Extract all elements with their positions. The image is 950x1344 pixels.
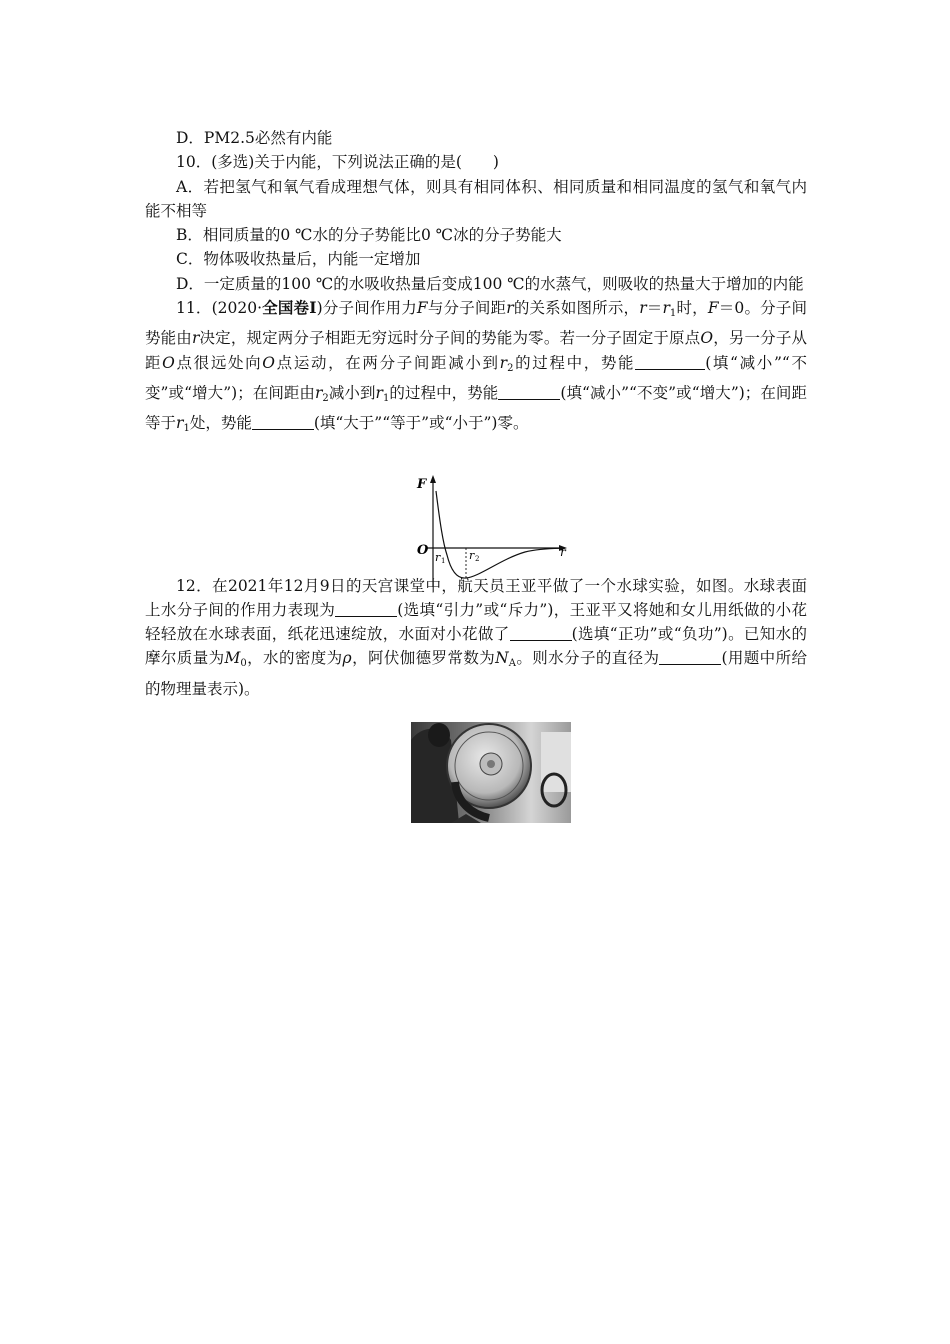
force-curve — [436, 491, 560, 578]
q12-t4: ，水的密度为 — [246, 649, 343, 668]
var-r: r — [499, 353, 508, 372]
var-r: r — [506, 299, 514, 318]
q12-t7: (用题中所给的物理量表示)。 — [145, 649, 807, 698]
q12-t3: (选填“正功”或“负功”)。已知水的摩尔质量为 — [145, 625, 807, 668]
var-r: r — [375, 383, 383, 402]
sub-A: A — [508, 658, 516, 670]
q11-number: 11． — [176, 299, 212, 318]
var-O: O — [162, 353, 175, 372]
q12-text — [145, 574, 807, 701]
q10-option-a: A．若把氢气和氧气看成理想气体，则具有相同体积、相同质量和相同温度的氢气和氧气内能不相等 — [145, 177, 807, 220]
sub-2: 2 — [507, 362, 514, 374]
q9-option-d: D．PM2.5必然有内能 — [176, 129, 333, 147]
o-label: O — [417, 543, 429, 558]
var-F: F — [707, 299, 719, 318]
q10-option-d: D．一定质量的100 ℃的水吸收热量后变成100 ℃的水蒸气，则吸收的热量大于增加的内能 — [176, 274, 804, 293]
f-label: F — [417, 477, 427, 492]
q11-t8: 点很远处向 — [174, 353, 263, 372]
q11-t7: ，另一分子从距 — [145, 329, 807, 372]
var-M: M — [224, 649, 241, 668]
q11-t11: (填“减小”“不变”或“增大”)；在间距由 — [145, 353, 807, 402]
q10-stem: 10．(多选)关于内能，下列说法正确的是( ) — [176, 153, 499, 172]
q11-t3: 的关系如图所示， — [513, 299, 640, 318]
flower-center — [487, 760, 495, 768]
answer-blank-1[interactable] — [635, 355, 697, 370]
q12-t2: (选填“引力”或“斥力”)，王亚平又将她和女儿用纸做的小花轻轻放在水球表面，纸花迅速绽放，水面对小花做了 — [145, 600, 807, 644]
var-r: r — [662, 299, 670, 318]
var-rho: ρ — [342, 649, 352, 668]
q12-t6: 。则水分子的直径为 — [515, 649, 660, 668]
var-O: O — [262, 353, 276, 372]
answer-blank-3[interactable] — [252, 415, 314, 430]
q11-t10: 的过程中，势能 — [513, 353, 636, 372]
var-O: O — [700, 329, 714, 348]
sub-1: 1 — [669, 308, 677, 320]
r1-label: r — [435, 551, 441, 564]
q12-t5: ，阿伏伽德罗常数为 — [351, 649, 496, 668]
q11-t1: 分子间作用力 — [322, 299, 417, 318]
var-r: r — [176, 414, 184, 433]
q11-eq: ＝ — [646, 299, 663, 318]
r2-sub: 2 — [475, 555, 480, 563]
q11-t5: ＝0。分子间势能由 — [145, 299, 807, 348]
astronaut-head — [428, 723, 450, 747]
answer-blank-4[interactable] — [335, 602, 397, 617]
r2-label: r — [469, 549, 475, 562]
var-N: N — [495, 649, 509, 668]
q11-text — [145, 296, 807, 441]
q11-t15: 处，势能 — [189, 414, 252, 433]
equipment-panel — [541, 732, 571, 792]
q10-option-b: B．相同质量的0 ℃水的分子势能比0 ℃冰的分子势能大 — [176, 226, 562, 245]
f-axis-arrow — [430, 475, 436, 483]
force-distance-graph — [413, 473, 573, 591]
sub-2: 2 — [322, 392, 329, 404]
q11-t9: 点运动，在两分子间距减小到 — [275, 353, 500, 372]
var-r: r — [191, 329, 200, 348]
q11-t12: 减小到 — [328, 383, 376, 402]
q12-t1: 12．在2021年12月9日的天宫课堂中，航天员王亚平做了一个水球实验，如图。水球表面上水分子间的作用力表现为 — [145, 576, 807, 619]
r-label: r — [560, 545, 566, 559]
var-F: F — [416, 299, 428, 318]
sub-1: 1 — [382, 392, 390, 404]
q11-source: 全国卷Ⅰ — [262, 298, 317, 318]
q11-t14: (填“减小”“不变”或“增大”)；在间距等于 — [145, 383, 807, 433]
var-r: r — [315, 383, 323, 402]
q11-t2: 与分子间距 — [427, 299, 507, 318]
q11-t4: 时， — [676, 299, 708, 318]
r1-sub: 1 — [441, 557, 446, 565]
water-ball-photo — [411, 722, 571, 823]
q11-source-close: ) — [316, 299, 323, 318]
q11-t6: 决定，规定两分子相距无穷远时分子间的势能为零。若一分子固定于原点 — [199, 329, 701, 348]
answer-blank-5[interactable] — [510, 626, 572, 641]
sub-1: 1 — [183, 423, 190, 435]
answer-blank-2[interactable] — [498, 385, 560, 400]
q10-option-c: C．物体吸收热量后，内能一定增加 — [176, 250, 421, 269]
sub-0: 0 — [240, 658, 247, 670]
answer-blank-1-tail — [697, 355, 705, 370]
q11-source-open: (2020· — [211, 299, 262, 318]
q11-t13: 的过程中，势能 — [389, 383, 499, 402]
var-r: r — [639, 299, 647, 318]
q11-t16: (填“大于”“等于”或“小于”)零。 — [313, 414, 529, 433]
page-content — [145, 126, 807, 701]
answer-blank-6[interactable] — [659, 650, 721, 665]
